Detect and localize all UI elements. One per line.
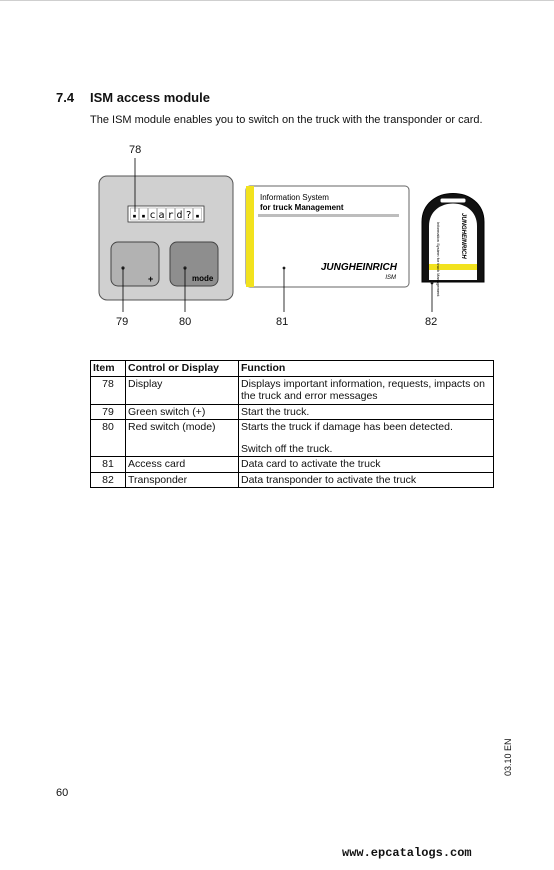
row-control: Display	[126, 376, 239, 404]
display-char: r	[167, 210, 174, 221]
row-function: Data transponder to activate the truck	[239, 472, 494, 488]
display-char: ▪	[141, 212, 146, 220]
callout-78: 78	[129, 144, 142, 156]
row-item: 80	[91, 420, 126, 457]
row-function: Data card to activate the truck	[239, 457, 494, 473]
watermark: www.epcatalogs.com	[342, 846, 472, 860]
page-number: 60	[56, 787, 69, 799]
card-brand: JUNGHEINRICH	[320, 262, 397, 273]
display-char: ?	[185, 210, 192, 221]
section-number: 7.4	[56, 90, 75, 105]
edition-label: 03.10 EN	[503, 738, 513, 776]
row-item: 81	[91, 457, 126, 473]
row-function: Starts the truck if damage has been detected.	[241, 421, 453, 433]
header-item: Item	[91, 361, 126, 377]
row-function: Start the truck.	[239, 404, 494, 420]
row-item: 79	[91, 404, 126, 420]
table-row	[91, 420, 494, 457]
header-function: Function	[239, 361, 494, 377]
callout-82: 82	[425, 316, 438, 328]
display-char: ▪	[132, 212, 137, 220]
display-char: c	[149, 210, 156, 221]
card-yellow-edge	[246, 186, 254, 287]
callout-80: 80	[179, 316, 192, 328]
table-row	[91, 376, 494, 404]
table-row	[91, 472, 494, 488]
display-char: ▪	[195, 212, 200, 220]
table-row	[91, 457, 494, 473]
row-control: Access card	[126, 457, 239, 473]
figure-drawing	[0, 0, 554, 340]
row-control: Green switch (+)	[126, 404, 239, 420]
ism-module-figure	[0, 0, 554, 340]
row-item: 78	[91, 376, 126, 404]
row-control: Transponder	[126, 472, 239, 488]
card-brand-sub: ISM	[385, 275, 396, 281]
row-item: 82	[91, 472, 126, 488]
controls-table	[90, 360, 494, 488]
row-control: Red switch (mode)	[126, 420, 239, 457]
transponder-brand: JUNGHEINRICH	[460, 213, 466, 259]
card-line-2: for truck Management	[260, 203, 344, 212]
display-char: a	[158, 210, 165, 221]
callout-79: 79	[116, 316, 129, 328]
table-header-row	[91, 361, 494, 377]
plus-symbol: +	[148, 274, 154, 284]
display-char: d	[176, 210, 183, 221]
transponder-text: Information System for truck Management	[436, 222, 441, 297]
callout-81: 81	[276, 316, 289, 328]
table-row	[91, 404, 494, 420]
card-line-1: Information System	[260, 193, 329, 202]
mode-label: mode	[192, 274, 214, 283]
row-function: Displays important information, requests, impacts on the truck and error messages	[239, 376, 494, 404]
intro-paragraph: The ISM module enables you to switch on the truck with the transponder or card.	[90, 114, 483, 126]
header-control: Control or Display	[126, 361, 239, 377]
section-title: ISM access module	[90, 90, 210, 105]
row-function-cell	[239, 420, 494, 457]
row-function-extra: Switch off the truck.	[241, 442, 333, 455]
